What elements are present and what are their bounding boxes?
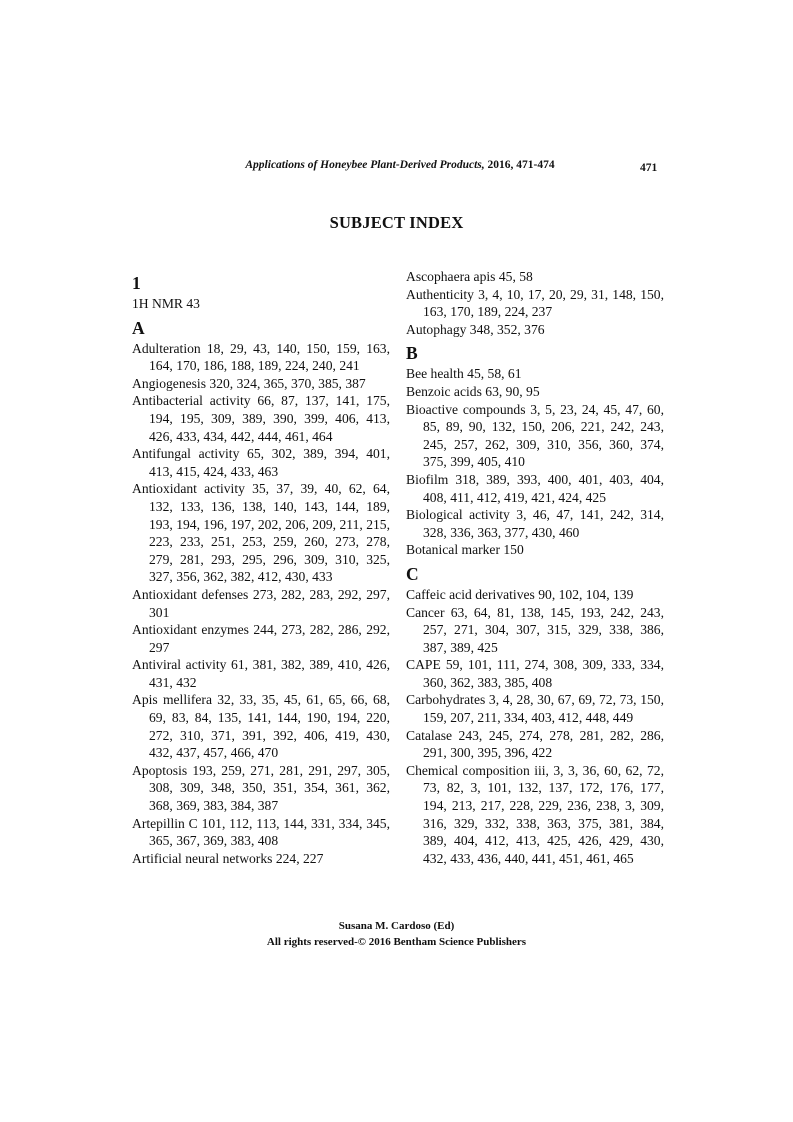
index-entry: Artepillin C 101, 112, 113, 144, 331, 334, 345, 365, 367, 369, 383, 408 bbox=[132, 815, 390, 849]
index-entry: Artificial neural networks 224, 227 bbox=[132, 850, 324, 866]
index-entry: Cancer 63, 64, 81, 138, 145, 193, 242, 243, 257, 271, 304, 307, 315, 329, 338, 386, 387, 389, 425 bbox=[406, 604, 664, 655]
page-title: SUBJECT INDEX bbox=[329, 213, 464, 232]
index-entry: Autophagy 348, 352, 376 bbox=[406, 321, 545, 337]
index-entry: Benzoic acids 63, 90, 95 bbox=[406, 383, 540, 399]
index-entry: Apoptosis 193, 259, 271, 281, 291, 297, 305, 308, 309, 348, 350, 351, 354, 361, 362, 368, 369, 383, 384, 387 bbox=[132, 762, 390, 814]
index-entry: Antiviral activity 61, 381, 382, 389, 410, 426, 431, 432 bbox=[132, 657, 390, 690]
index-letter-heading: B bbox=[406, 343, 418, 364]
index-entry: Antioxidant defenses 273, 282, 283, 292, 297, 301 bbox=[132, 586, 390, 620]
index-letter-heading: C bbox=[406, 563, 419, 584]
index-entry: Biological activity 3, 46, 47, 141, 242, 314, 328, 336, 363, 377, 430, 460 bbox=[406, 507, 664, 540]
footer-rights: All rights reserved-© 2016 Bentham Science Publishers bbox=[266, 935, 527, 948]
index-entry: Authenticity 3, 4, 10, 17, 20, 29, 31, 148, 150, 163, 170, 189, 224, 237 bbox=[406, 286, 664, 320]
index-entry: Angiogenesis 320, 324, 365, 370, 385, 387 bbox=[132, 375, 366, 391]
index-entry: Antioxidant activity 35, 37, 39, 40, 62, 64, 132, 133, 136, 138, 140, 143, 144, 189, 193, 194, 196, 197, 202, 206, 209, 211, 215, 223, 233, 251, 253, 259, 260, 273, 278, 279, 281, 293, 295, 296, 309, 310, 325, 327, 356, 362, 382, 412, 430, 433 bbox=[132, 481, 390, 585]
index-entry: Biofilm 318, 389, 393, 400, 401, 403, 404, 408, 411, 412, 419, 421, 424, 425 bbox=[406, 471, 664, 505]
index-entry: Bee health 45, 58, 61 bbox=[406, 366, 522, 382]
index-column-right bbox=[406, 268, 664, 867]
index-entry: Catalase 243, 245, 274, 278, 281, 282, 286, 291, 300, 395, 396, 422 bbox=[406, 727, 664, 761]
journal-pages: 2016, 471-474 bbox=[484, 159, 555, 171]
index-entry: Antifungal activity 65, 302, 389, 394, 401, 413, 415, 424, 433, 463 bbox=[132, 446, 390, 479]
index-entry: Carbohydrates 3, 4, 28, 30, 67, 69, 72, 73, 150, 159, 207, 211, 334, 403, 412, 448, 449 bbox=[406, 692, 664, 726]
footer bbox=[0, 919, 793, 950]
footer-editor: Susana M. Cardoso (Ed) bbox=[338, 920, 455, 932]
index-entry: Bioactive compounds 3, 5, 23, 24, 45, 47, 60, 85, 89, 90, 132, 150, 206, 221, 242, 243, 245, 257, 262, 309, 310, 356, 360, 374, 375, 399, 405, 410 bbox=[406, 401, 664, 470]
index-letter-heading: 1 bbox=[132, 273, 141, 293]
index-entry: Antibacterial activity 66, 87, 137, 141, 175, 194, 195, 309, 389, 390, 399, 406, 413, 426, 433, 434, 442, 444, 461, 464 bbox=[132, 393, 390, 444]
page-number: 471 bbox=[640, 162, 658, 174]
index-entry: Chemical composition iii, 3, 3, 36, 60, 62, 72, 73, 82, 3, 101, 132, 137, 172, 176, 177, 194, 213, 217, 228, 229, 236, 238, 3, 309, 316, 329, 332, 338, 363, 375, 381, 384, 389, 404, 412, 413, 425, 426, 429, 430, 432, 433, 436, 440, 441, 451, 461, 465 bbox=[406, 762, 664, 866]
index-entry: Adulteration 18, 29, 43, 140, 150, 159, 163, 164, 170, 186, 188, 189, 224, 240, 241 bbox=[132, 340, 390, 374]
index-column-left bbox=[132, 270, 390, 867]
index-entry: Ascophaera apis 45, 58 bbox=[406, 269, 533, 284]
index-letter-heading: A bbox=[132, 317, 145, 338]
index-entry: Botanical marker 150 bbox=[406, 542, 524, 558]
index-entry: 1H NMR 43 bbox=[132, 296, 200, 311]
index-entry: CAPE 59, 101, 111, 274, 308, 309, 333, 334, 360, 362, 383, 385, 408 bbox=[406, 657, 664, 690]
index-entry: Caffeic acid derivatives 90, 102, 104, 139 bbox=[406, 586, 634, 602]
running-head bbox=[200, 159, 600, 171]
index-entry: Apis mellifera 32, 33, 35, 45, 61, 65, 66, 68, 69, 83, 84, 135, 141, 144, 190, 194, 220, 272, 310, 371, 391, 392, 406, 419, 430, 432, 437, 457, 466, 470 bbox=[132, 692, 390, 761]
journal-title: Applications of Honeybee Plant-Derived Products, bbox=[245, 159, 485, 171]
index-entry: Antioxidant enzymes 244, 273, 282, 286, 292, 297 bbox=[132, 622, 390, 655]
